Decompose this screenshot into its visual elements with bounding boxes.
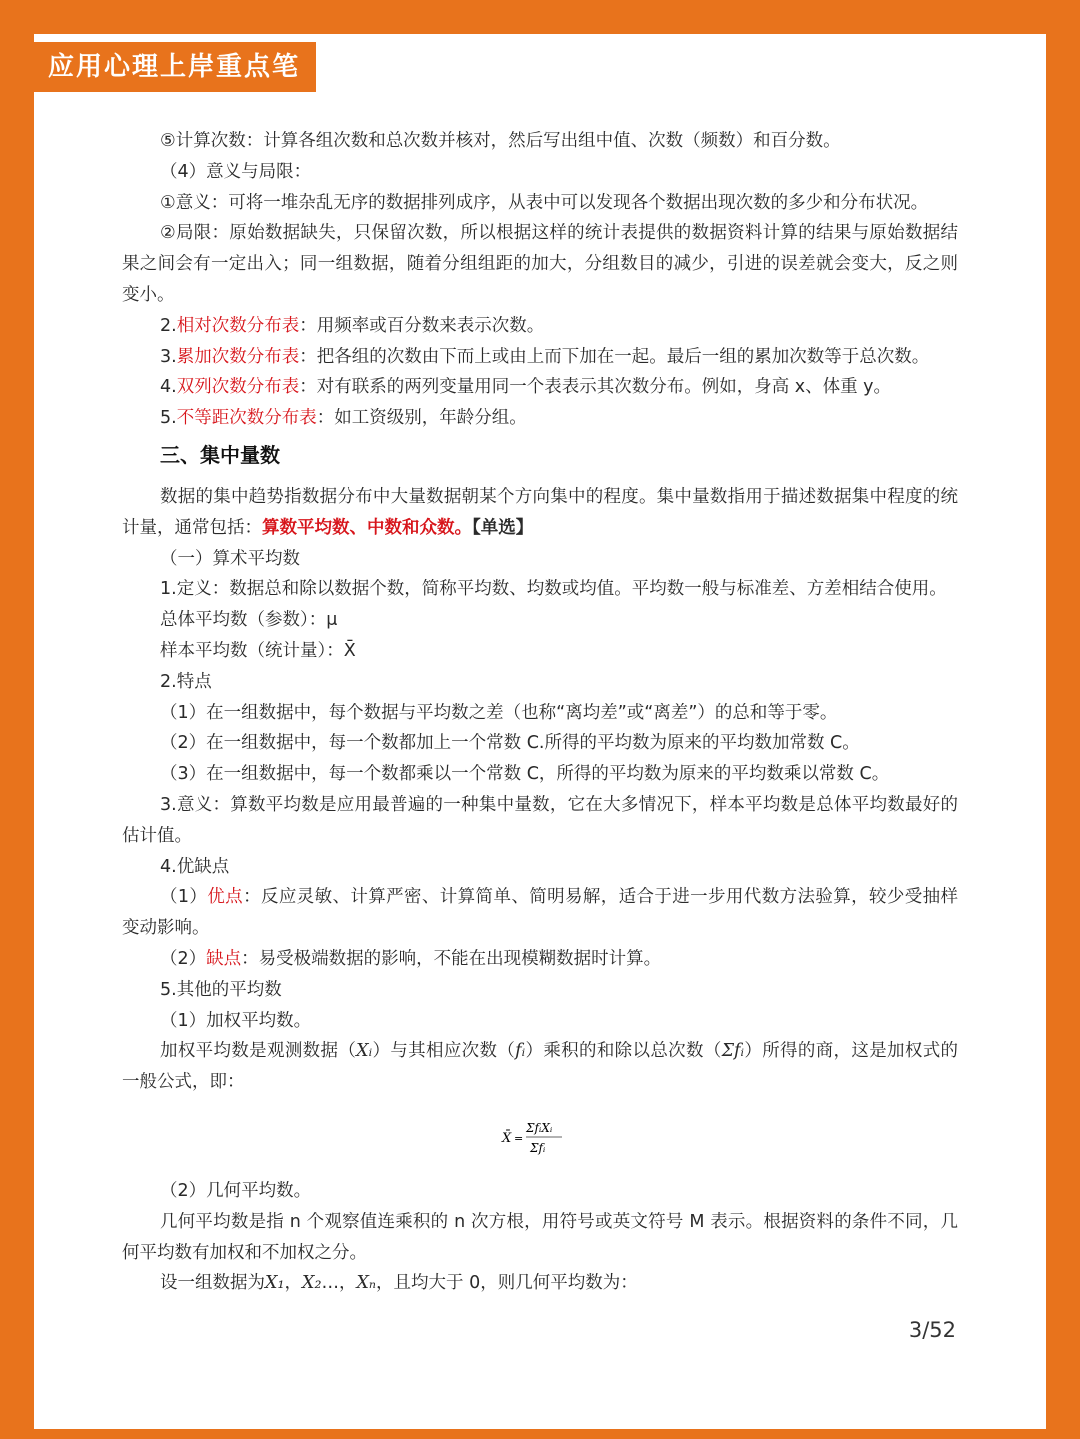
math-symbol: Xᵢ — [356, 1041, 373, 1062]
text-line: （2）几何平均数。 — [160, 1180, 312, 1201]
item-text: ：如工资级别，年龄分组。 — [316, 408, 527, 429]
paragraph-text: …， — [321, 1273, 357, 1294]
text-line: 1.定义：数据总和除以数据个数，简称平均数、均数或均值。平均数一般与标准差、方差相结合使用。 — [160, 579, 947, 600]
text-line: ⑤计算次数：计算各组次数和总次数并核对，然后写出组中值、次数（频数）和百分数。 — [160, 131, 841, 151]
paragraph-text: ）所得的商，这是加权式的一般公式，即： — [122, 1041, 959, 1093]
item-text: ：用频率或百分数来表示次数。 — [299, 315, 545, 336]
paragraph: 几何平均数是指 n 个观察值连乘积的 n 次方根，用符号或英文符号 M 表示。根据资料的条件不同，几何平均数有加权和不加权之分。 — [122, 1211, 958, 1263]
text-line: （1）加权平均数。 — [160, 1010, 312, 1031]
item-text: ：对有联系的两列变量用同一个表表示其次数分布。例如，身高 x、体重 y。 — [299, 377, 892, 398]
item-text: ：反应灵敏、计算严密、计算简单、简明易解，适合于进一步用代数方法验算，较少受抽样变动影响。 — [122, 887, 959, 939]
paragraph — [122, 1036, 958, 1098]
paragraph-text: 数据的集中趋势指数据分布中大量数据朝某个方向集中的程度。集中量数指用于描述数据集中程度的统计量，通常包括： — [122, 486, 958, 538]
formula-graphic — [500, 1112, 580, 1162]
highlight-term: 相对次数分布表 — [176, 315, 300, 336]
item-number: （2） — [160, 948, 207, 969]
formula-equals: = — [514, 1131, 524, 1145]
text-line: 样本平均数（统计量）：X̄ — [160, 640, 356, 661]
text-line: 4.优缺点 — [160, 856, 230, 877]
text-line: 2.特点 — [160, 671, 212, 692]
math-symbol: X₁ — [265, 1273, 285, 1294]
page-title: 应用心理上岸重点笔记 — [34, 42, 316, 92]
tag-single-choice: 【单选】 — [472, 517, 534, 538]
highlight-term: 算数平均数、中数和众数。 — [262, 517, 472, 538]
text-line — [122, 1268, 958, 1299]
item-number: 4. — [160, 377, 177, 398]
paragraph-text: ， — [284, 1273, 302, 1294]
item-number: 2. — [160, 315, 177, 336]
list-item — [122, 372, 958, 403]
paragraph: 3.意义：算数平均数是应用最普遍的一种集中量数，它在大多情况下，样本平均数是总体平均数最好的估计值。 — [122, 794, 958, 846]
item-text: ：把各组的次数由下而上或由上而下加在一起。最后一组的累加次数等于总次数。 — [299, 346, 930, 367]
highlight-term: 累加次数分布表 — [176, 346, 300, 367]
item-number: 5. — [160, 408, 177, 429]
formula-numerator: ΣfᵢXᵢ — [526, 1120, 553, 1135]
note-content — [122, 126, 958, 1299]
page-number: 3/52 — [908, 1318, 956, 1342]
highlight-term: 缺点 — [206, 948, 242, 969]
paragraph-text: ，且均大于 0，则几何平均数为： — [376, 1273, 638, 1294]
text-line: （3）在一组数据中，每一个数都乘以一个常数 C，所得的平均数为原来的平均数乘以常数 C。 — [160, 764, 890, 785]
list-item — [122, 403, 958, 434]
math-symbol: Σfᵢ — [721, 1041, 745, 1062]
text-line: （4）意义与局限： — [160, 161, 312, 182]
item-text: ：易受极端数据的影响，不能在出现模糊数据时计算。 — [241, 948, 662, 969]
highlight-term: 双列次数分布表 — [176, 377, 300, 398]
text-line: 总体平均数（参数）：μ — [160, 610, 338, 631]
paragraph-text: 加权平均数是观测数据（ — [160, 1041, 357, 1062]
math-symbol: fᵢ — [515, 1041, 526, 1062]
list-item — [122, 311, 958, 342]
item-number: 3. — [160, 346, 177, 367]
highlight-term: 优点 — [207, 887, 244, 908]
list-item — [122, 342, 958, 373]
text-line: （2）在一组数据中，每一个数都加上一个常数 C.所得的平均数为原来的平均数加常数 C。 — [160, 733, 860, 754]
formula-denominator: Σfᵢ — [530, 1140, 546, 1155]
highlight-term: 不等距次数分布表 — [176, 408, 317, 429]
item-number: （1） — [160, 887, 208, 908]
paragraph — [122, 882, 958, 944]
section-heading: 三、集中量数 — [160, 442, 280, 467]
paragraph-text: ）与其相应次数（ — [372, 1041, 516, 1062]
paragraph: ②局限：原始数据缺失，只保留次数，所以根据这样的统计表提供的数据资料计算的结果与原始数据结果之间会有一定出入；同一组数据，随着分组组距的加大，分组数目的减少，引进的误差就会变大，反之则变小。 — [122, 223, 958, 305]
subheading: （一）算术平均数 — [160, 548, 300, 569]
paragraph — [122, 482, 958, 544]
list-item — [122, 944, 958, 975]
text-line: ①意义：可将一堆杂乱无序的数据排列成序，从表中可以发现各个数据出现次数的多少和分布状况。 — [160, 192, 929, 213]
paragraph-text: 设一组数据为 — [160, 1273, 265, 1294]
weighted-mean-formula — [122, 1098, 958, 1176]
formula-xbar: X̄ — [502, 1130, 512, 1146]
paragraph-text: ）乘积的和除以总次数（ — [525, 1041, 722, 1062]
text-line: 5.其他的平均数 — [160, 979, 282, 1000]
math-symbol: Xₙ — [356, 1273, 377, 1294]
math-symbol: X₂ — [301, 1273, 322, 1294]
text-line: （1）在一组数据中，每个数据与平均数之差（也称“离均差”或“离差”）的总和等于零。 — [160, 702, 838, 723]
